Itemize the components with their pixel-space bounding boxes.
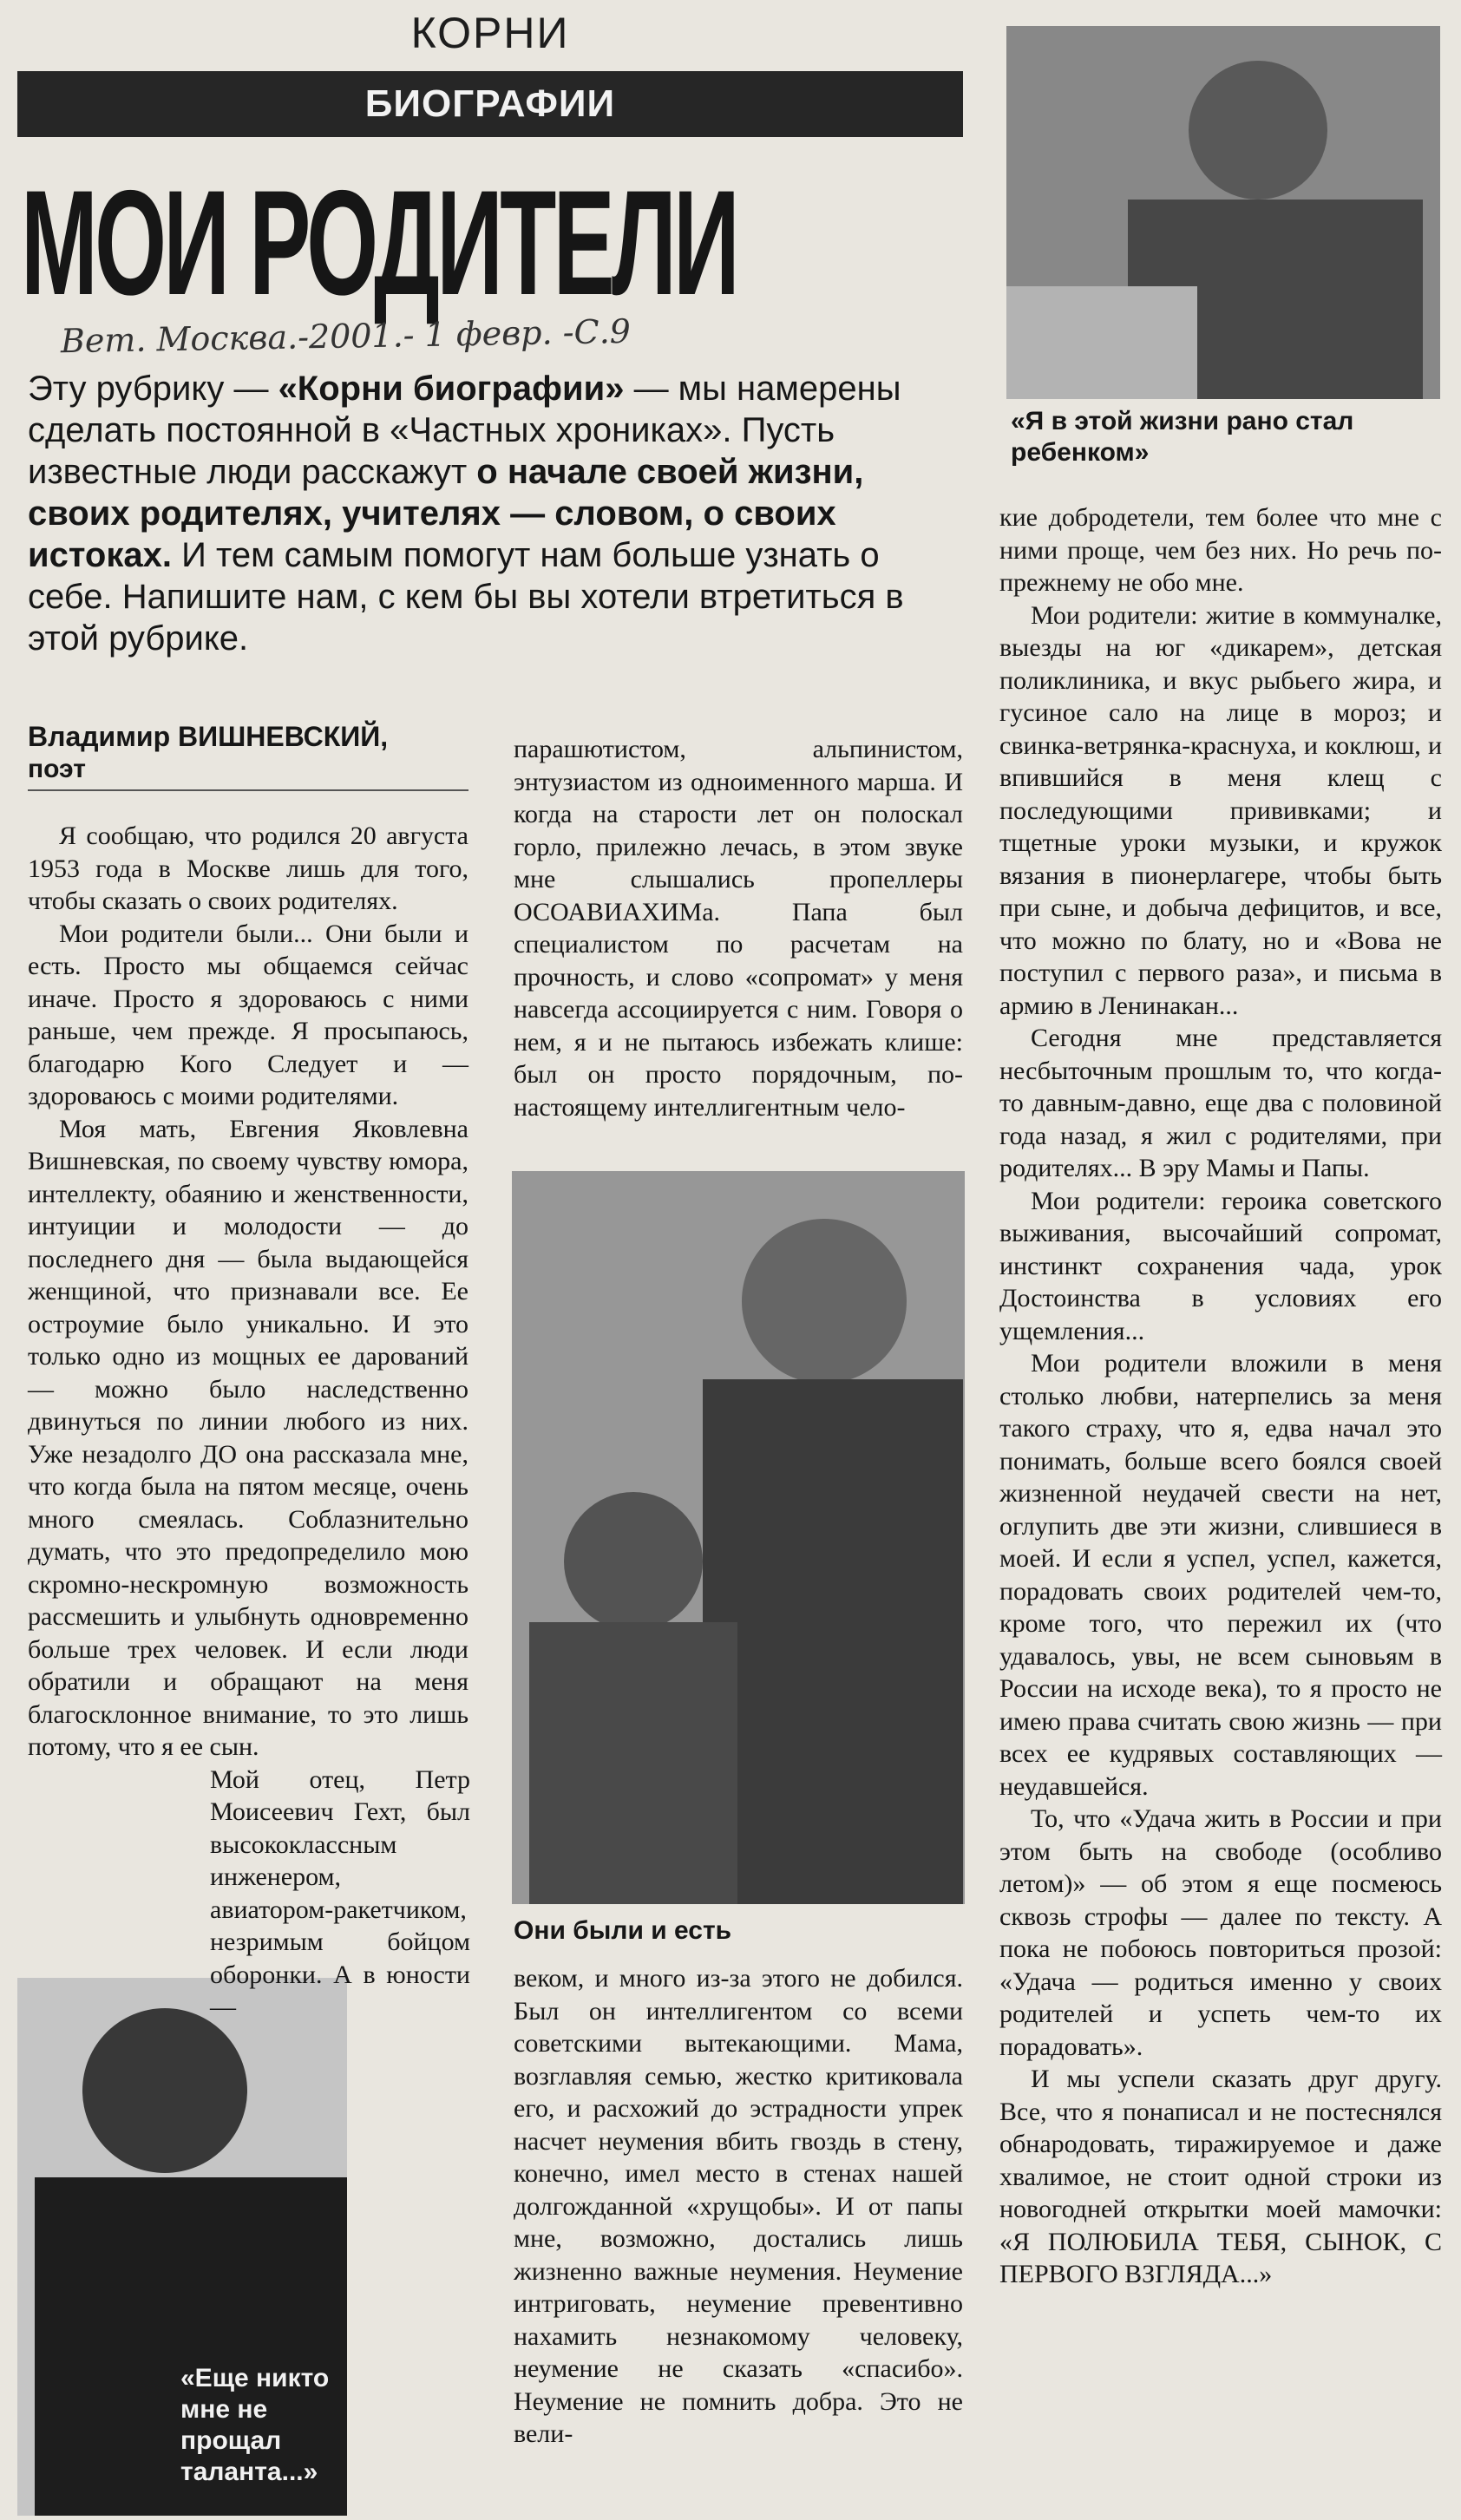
intro-line1-a: Эту рубрику — [28, 370, 278, 408]
caption-child: «Я в этой жизни рано стал ребенком» [1011, 407, 1354, 467]
child-photo-placeholder-icon [1006, 26, 1440, 399]
photo-child [1006, 26, 1440, 399]
intro-tail: И тем самым помогут нам больше узнать о себе. Напишите нам, с кем бы вы хотели втретиться в этой рубрике. [28, 536, 904, 658]
article-column-3 [999, 501, 1442, 2291]
page-title: МОИ РОДИТЕЛИ [21, 160, 737, 326]
paragraph: Мой отец, Петр Моисеевич Гехт, был высококлассным инженером, авиатором-ракетчиком, незримым бойцом оборонки. А в юности — [210, 1764, 470, 2021]
intro-text [28, 368, 965, 659]
paragraph: Мои родители вложили в меня столько любви, натерпелись за меня такого страху, что я, едва начал это понимать, больше всего боялся своей жизненной неудачей свести на нет, оглупить две эти жизни, слившиеся в моей. И если я успел, успел, кажется, порадовать своих родителей чем-то, кроме того, что пережил их (что удавалось, увы, не всем сыновьям в России на исходе века), то я просто не имею права считать свою жизнь — при всех ее кудрявых составляющих — неудавшейся. [999, 1349, 1442, 1801]
paragraph: кие добродетели, тем более что мне с ними проще, чем без них. Но речь по-прежнему не обо мне. [999, 503, 1442, 597]
section-kicker: КОРНИ [410, 9, 570, 57]
article-column-1 [28, 820, 468, 2024]
handwritten-note: Вет. Москва.-2001.- 1 февр. -С.9 [60, 311, 632, 361]
byline-author: Владимир ВИШНЕВСКИЙ, [28, 721, 389, 752]
paragraph: веком, и много из-за этого не добился. Был он интеллигентом со всеми советскими вытекающими. Мама, возглавляя семью, жестко критиковала его, и расхожий до эстрадности упрек насчет неумения вбить гвоздь в стену, конечно, имел место в стенах нашей долгожданной «хрущобы». И от папы мне, возможно, достались лишь жизненно важные неумения. Неумение интриговать, неумение превентивно нахамить незнакомому человеку, неумение не сказать «спасибо». Неумение не помнить добра. Это не вели- [514, 1964, 963, 2448]
byline-divider [28, 789, 468, 791]
section-band: БИОГРАФИИ [17, 71, 963, 137]
paragraph: Сегодня мне представляется несбыточным прошлым то, что когда-то давным-давно, еще два с половиной года назад, я жил с родителями, при родителях... В эру Мамы и Папы. [999, 1024, 1442, 1182]
paragraph: То, что «Удача жить в России и при этом быть на свободе (особливо летом)» — об этом я еще посмеюсь сквозь строфы — далее по тексту. А пока не побоюсь повториться прозой: «Удача — родиться именно у своих родителей и успеть чем-то их порадовать». [999, 1804, 1442, 2061]
article-column-2 [514, 733, 963, 1123]
intro-bold: о начале своей жизни, своих родителях, учителях — словом, о своих истоках. [28, 453, 864, 574]
byline-role: поэт [28, 755, 86, 783]
parents-photo-placeholder-icon [512, 1171, 965, 1904]
paragraph: Мои родители: героика советского выживания, высочайший сопромат, инстинкт сохранения чада, урок Достоинства в условиях его ущемления... [999, 1186, 1442, 1345]
byline [28, 720, 479, 786]
paragraph: Я сообщаю, что родился 20 августа 1953 года в Москве лишь для того, чтобы сказать о своих родителях. [28, 821, 468, 915]
paragraph: парашютистом, альпинистом, энтузиастом из одноименного марша. И когда на старости лет он полоскал горло, прилежно лечась, в этом звуке мне слышались пропеллеры ОСОАВИАХИМа. Папа был специалистом по расчетам на прочность, и слово «сопромат» у меня навсегда ассоциируется с ним. Говоря о нем, я и не пытаюсь избежать клише: был он просто порядочным, по-настоящему интеллигентным чело- [514, 735, 963, 1122]
paragraph: Мои родители были... Они были и есть. Просто мы общаемся сейчас иначе. Просто я здороваюсь с ними раньше, чем прежде. Я просыпаюсь, благодарю Кого Следует и — здороваюсь с моими родителями. [28, 919, 468, 1110]
caption-parents: Они были и есть [514, 1916, 732, 1945]
intro-line1-c: — мы намерены сделать постоянной в «Частных хрониках». Пусть известные люди расскажут [28, 370, 901, 491]
intro-rubric-name: «Корни биографии» [278, 370, 625, 408]
paragraph: Моя мать, Евгения Яковлевна Вишневская, по своему чувству юмора, интеллекту, обаянию и женственности, интуиции и молодости — до последнего дня — была выдающейся женщиной, что признавали все. Ее остроумие было уникально. И это только одно из мощных ее дарований — можно было наследственно двинуться по линии любого из них. Уже незадолго ДО она рассказала мне, что когда была на пятом месяце, очень много смеялась. Соблазнительно думать, что это предопределило мою скромно-нескромную возможность рассмешить и улыбнуть одновременно больше трех человек. И если люди обратили и обращают на меня благосклонное внимание, то это лишь потому, что я ее сын. [28, 1114, 468, 1761]
paragraph: И мы успели сказать друг другу. Все, что я понаписал и не постеснялся обнародовать, тиражируемое и даже хвалимое, не стоит одной строки из новогодней открытки моей мамочки: «Я ПОЛЮБИЛА ТЕБЯ, СЫНОК, С ПЕРВОГО ВЗГЛЯДА...» [999, 2065, 1442, 2288]
photo-parents [512, 1171, 965, 1904]
caption-author: «Еще никто мне не прощал таланта...» [180, 2364, 330, 2486]
paragraph: Мои родители: житие в коммуналке, выезды на юг «дикарем», детская поликлиника, и вкус рыбьего жира, и гусиное сало на лице в мороз; и свинка-ветрянка-краснуха, и коклюш, и впившийся в меня клещ с последующими прививками; и тщетные уроки музыки, и кружок вязания в пионерлагере, чтобы быть при сыне, и добыча дефицитов, и все, что можно по блату, но и «Вова не поступил с первого раза», и письма в армию в Ленинакан... [999, 600, 1442, 1020]
article-column-2-continued [514, 1962, 963, 2451]
